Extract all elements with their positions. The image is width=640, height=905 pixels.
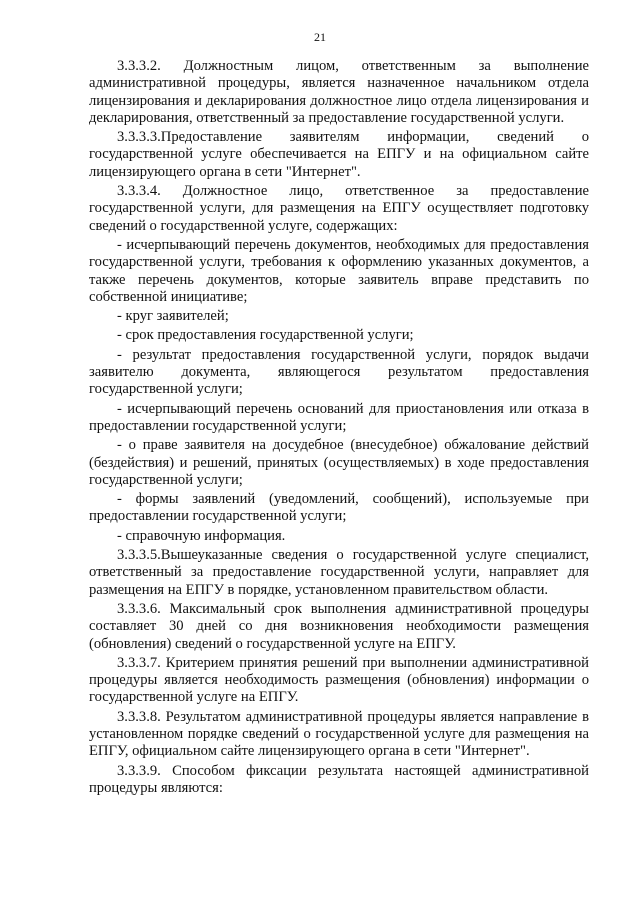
paragraph-3-3-3-8: 3.3.3.8. Результатом административной процедуры является направление в установленном порядке сведений о государственной услуге для размещения на ЕПГУ, официальном сайте лицензирующего органа в сети "Интернет". — [89, 708, 589, 760]
paragraph-3-3-3-2: 3.3.3.2. Должностным лицом, ответственным за выполнение административной процедуры, является назначенное начальником отдела лицензирования и декларирования должностное лицо отдела лицензирования и декларирования, ответственный за предоставление государственной услуги. — [89, 58, 589, 126]
list-item: - срок предоставления государственной услуги; — [117, 327, 414, 344]
list-item: - исчерпывающий перечень оснований для приостановления или отказа в предоставлении государственной услуги; — [89, 400, 589, 434]
paragraph-3-3-3-4: 3.3.3.4. Должностное лицо, ответственное за предоставление государственной услуги, для размещения на ЕПГУ осуществляет подготовку сведений о государственной услуге, содержащих: — [89, 183, 589, 234]
list-item: - справочную информация. — [117, 527, 286, 544]
list-item: - о праве заявителя на досудебное (внесудебное) обжалование действий (бездействия) и решений, принятых (осуществляемых) в ходе предоставления государственной услуги; — [89, 437, 589, 488]
paragraph-3-3-3-6: 3.3.3.6. Максимальный срок выполнения административной процедуры составляет 30 дней со дня возникновения необходимости размещения (обновления) сведений о государственной услуге на ЕПГУ. — [89, 600, 589, 652]
paragraph-3-3-3-7: 3.3.3.7. Критерием принятия решений при выполнении административной процедуры является необходимость размещения (обновления) информации о государственной услуге на ЕПГУ. — [89, 654, 589, 706]
paragraph-3-3-3-3: 3.3.3.3.Предоставление заявителям информации, сведений о государственной услуге обеспечивается на ЕПГУ и на официальном сайте лицензирующего органа в сети "Интернет". — [89, 129, 589, 180]
list-item: - результат предоставления государственной услуги, порядок выдачи заявителю документа, являющегося результатом предоставления государственной услуги; — [89, 346, 589, 398]
document-body — [89, 58, 589, 799]
paragraph-3-3-3-9: 3.3.3.9. Способом фиксации результата настоящей административной процедуры являются: — [89, 762, 589, 796]
paragraph-3-3-3-5: 3.3.3.5.Вышеуказанные сведения о государственной услуге специалист, ответственный за предоставление государственной услуги, направляет для размещения на ЕПГУ в порядке, установленном правительством области. — [89, 547, 589, 598]
list-item: - исчерпывающий перечень документов, необходимых для предоставления государственной услуги, требования к оформлению указанных документов, а также перечень документов, которые заявитель вправе представить по собственной инициативе; — [89, 236, 589, 305]
page-number: 21 — [314, 30, 326, 44]
list-item: - круг заявителей; — [117, 308, 229, 325]
list-item: - формы заявлений (уведомлений, сообщений), используемые при предоставлении государственной услуги; — [89, 491, 589, 525]
